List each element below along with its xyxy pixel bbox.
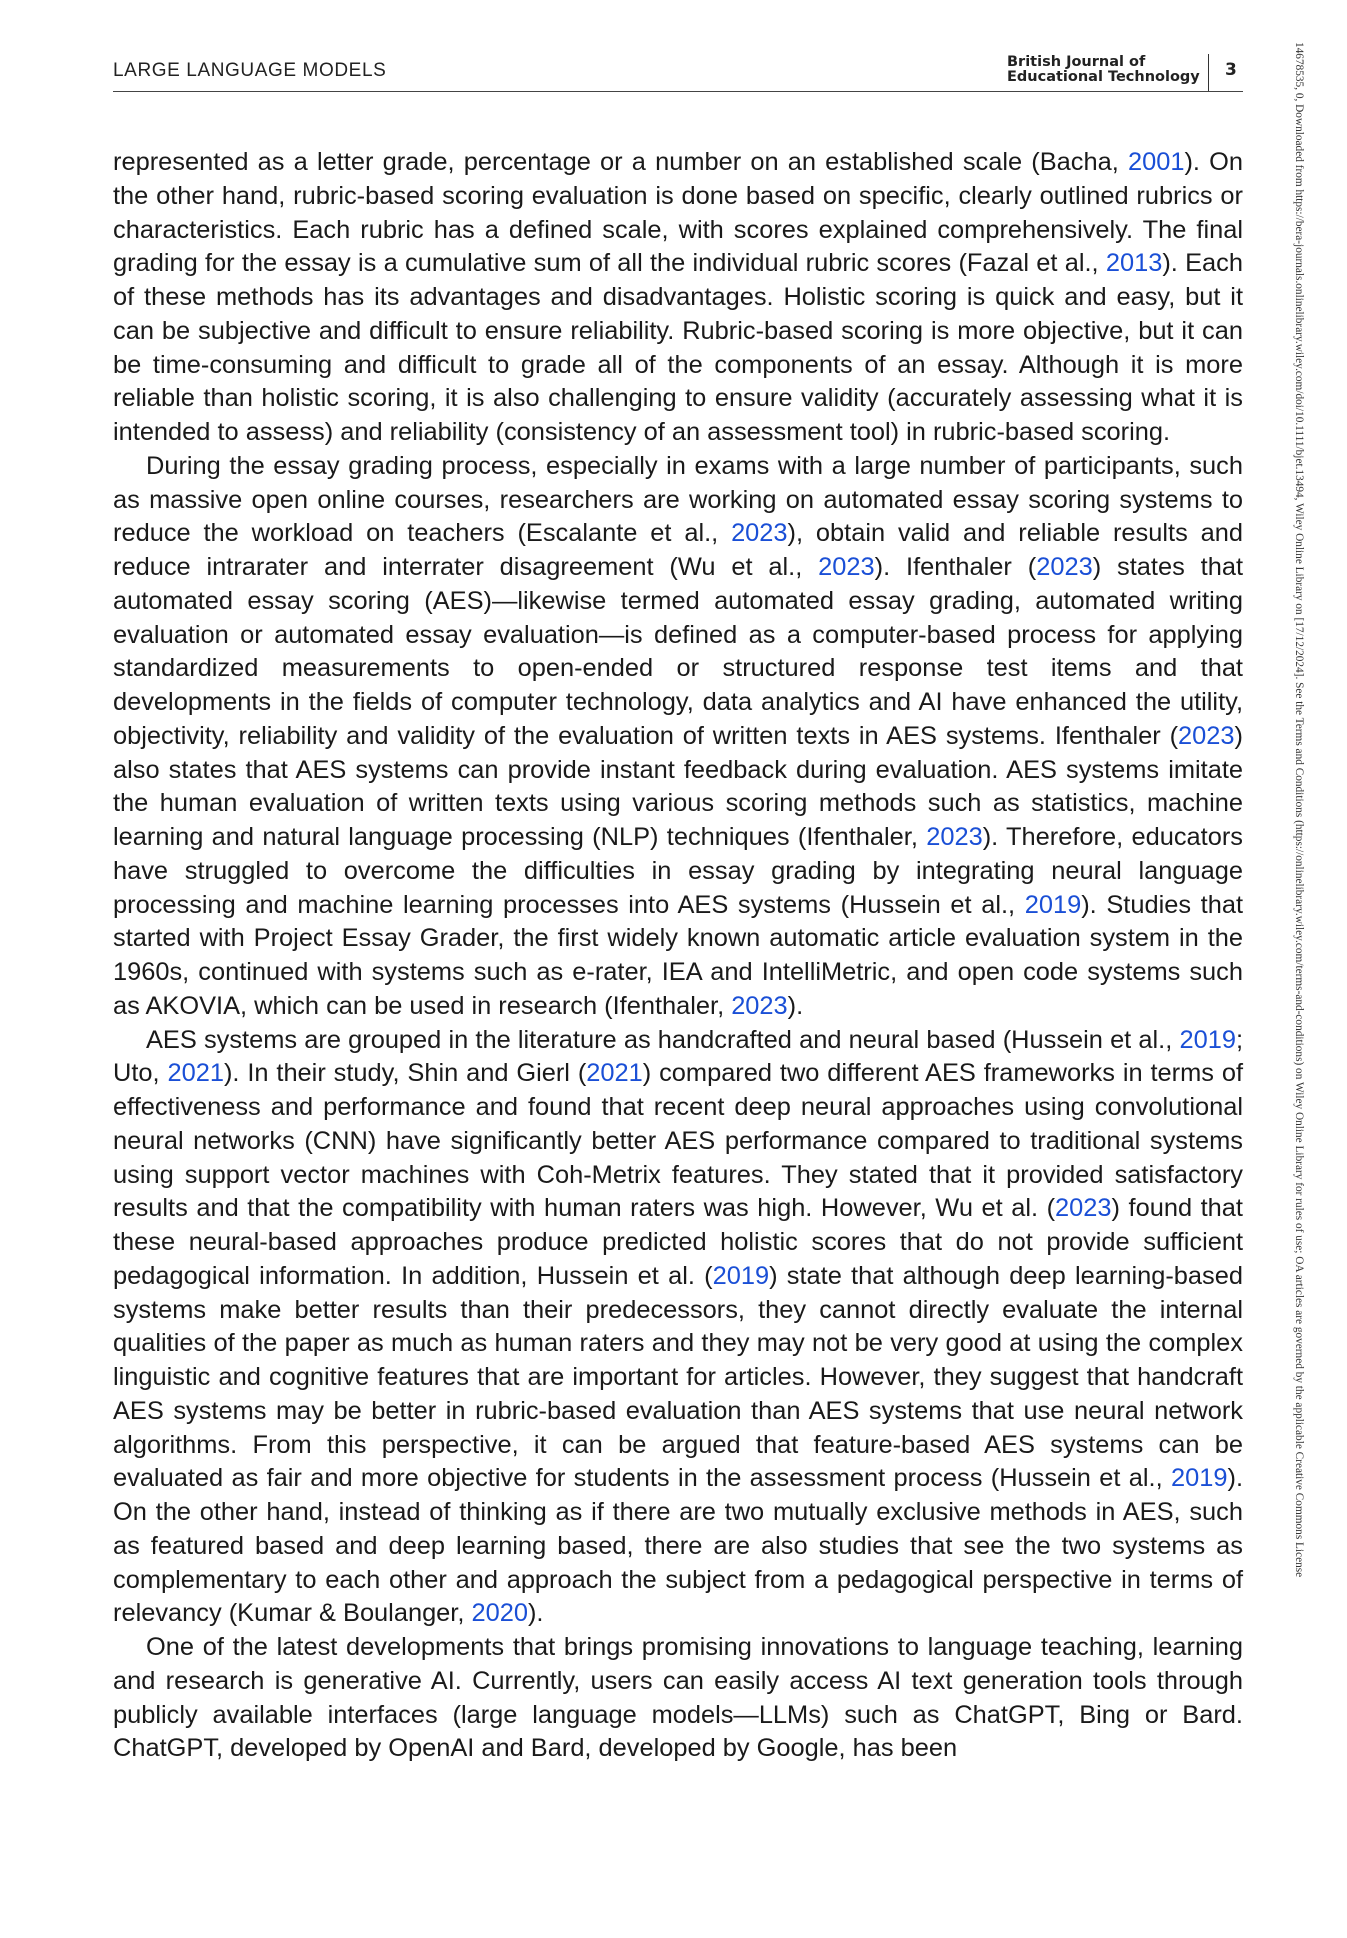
text-run: ) also states that AES systems can provide instant feedback during evaluation. AES systems imitate the human evaluation of written texts using various scoring methods such as statistics, machine learning and natural language processing (NLP) techniques (Ifenthaler, — [113, 721, 1243, 851]
citation-link[interactable]: 2019 — [712, 1261, 770, 1290]
citation-link[interactable]: 2023 — [731, 519, 788, 548]
citation-link[interactable]: 2021 — [586, 1059, 643, 1088]
text-run: ). — [787, 991, 804, 1020]
paragraph — [113, 450, 1243, 1024]
citation-link[interactable]: 2019 — [1179, 1025, 1236, 1054]
text-run: represented as a letter grade, percentage or a number on an established scale (Bacha, — [113, 148, 1128, 176]
citation-link[interactable]: 2023 — [926, 823, 983, 851]
text-run: ), obtain valid and reliable results and reduce intrarater and interrater disagreement (Wu et al., — [113, 519, 1243, 581]
journal-title-line-1: British Journal of — [1007, 54, 1146, 70]
paragraph — [113, 146, 1243, 450]
text-run: ) compared two different AES frameworks in terms of effectiveness and performance and found that recent deep neural approaches using convolutional neural networks (CNN) have significantly better AES performance compared to traditional systems using support vector machines with Coh-Metrix features. They stated that it provided satisfactory results and that the compatibility with human raters was high. However, Wu et al. ( — [113, 1059, 1243, 1223]
text-run: ). On the other hand, instead of thinking as if there are two mutually exclusive methods in AES, such as featured based and deep learning based, there are also studies that see the two systems as complementary to each other and approach the subject from a pedagogical perspective in terms of relevancy (Kumar & Boulanger, — [113, 1464, 1243, 1628]
citation-link[interactable]: 2023 — [818, 553, 875, 581]
citation-link[interactable]: 2023 — [1178, 721, 1235, 750]
journal-title-line-2: Educational Technology — [1007, 69, 1200, 85]
text-run: AES systems are grouped in the literature as handcrafted and neural based (Hussein et al., — [146, 1025, 1180, 1054]
text-run: ). On the other hand, rubric-based scoring evaluation is done based on specific, clearly outlined rubrics or characteristics. Each rubric has a defined scale, with scores explained comprehensively. The final grading for the essay is a cumulative sum of all the individual rubric scores (Fazal et al., — [113, 148, 1243, 278]
text-run: ) states that automated essay scoring (AES)—likewise termed automated essay grading, automated writing evaluation or automated essay evaluation—is defined as a computer-based process for applying standardized measurements to open-ended or structured response test items and that developments in the fields of computer technology, data analytics and AI have enhanced the utility, objectivity, reliability and validity of the evaluation of written texts in AES systems. Ifenthaler ( — [113, 553, 1243, 750]
text-run: ). In their study, Shin and Gierl ( — [223, 1059, 587, 1088]
citation-link[interactable]: 2020 — [471, 1599, 528, 1628]
text-run: ; Uto, — [113, 1025, 1243, 1088]
paragraph — [113, 1631, 1243, 1766]
text-run: ) state that although deep learning-based systems make better results than their predecessors, they cannot directly evaluate the internal qualities of the paper as much as human raters and they may not be very good at using the complex linguistic and cognitive features that are important for articles. However, they suggest that handcraft AES systems may be better in rubric-based evaluation than AES systems that use neural network algorithms. From this perspective, it can be argued that feature-based AES systems can be evaluated as fair and more objective for students in the assessment process (Hussein et al., — [113, 1261, 1243, 1493]
text-run: ). — [527, 1599, 544, 1628]
running-head: LARGE LANGUAGE MODELS — [113, 60, 387, 81]
citation-link[interactable]: 2021 — [167, 1059, 224, 1088]
text-run: ). Therefore, educators have struggled to overcome the difficulties in essay grading by integrating neural language processing and machine learning processes into AES systems (Hussein et al., — [113, 823, 1243, 919]
page-number: 3 — [1225, 60, 1237, 80]
header-separator — [1208, 54, 1209, 91]
citation-link[interactable]: 2001 — [1127, 148, 1185, 176]
text-run: ). Each of these methods has its advantages and disadvantages. Holistic scoring is quick and easy, but it can be subjective and difficult to ensure reliability. Rubric-based scoring is more objective, but it can be time-consuming and difficult to grade all of the components of an essay. Although it is more reliable than holistic scoring, it is also challenging to ensure validity (accurately assessing what it is intended to assess) and reliability (consistency of an assessment tool) in rubric-based scoring. — [113, 249, 1243, 446]
text-run: ) found that these neural-based approaches produce predicted holistic scores that do not provide sufficient pedagogical information. In addition, Hussein et al. ( — [113, 1194, 1243, 1290]
text-run: ). Ifenthaler ( — [874, 553, 1037, 581]
journal-title — [1007, 55, 1200, 85]
paragraph — [113, 1024, 1243, 1632]
citation-link[interactable]: 2019 — [1171, 1464, 1228, 1493]
citation-link[interactable]: 2019 — [1024, 890, 1082, 919]
article-body — [113, 146, 1243, 1766]
download-notice: 14678535, 0, Downloaded from https://bera-journals.onlinelibrary.wiley.com/doi/10.1111/bjet.13494, Wiley Online Library on [17/12/2024]. See the Terms and Conditions (https://onlinelibrary.wiley.com/terms-and-conditions) on Wiley Online Library for rules of use; OA articles are governed by the applicable Creative Commons License — [1293, 42, 1305, 1578]
text-run: One of the latest developments that brings promising innovations to language teaching, learning and research is generative AI. Currently, users can easily access AI text generation tools through publicly available interfaces (large language models—LLMs) such as ChatGPT, Bing or Bard. ChatGPT, developed by OpenAI and Bard, developed by Google, has been — [113, 1633, 1243, 1763]
text-run: During the essay grading process, especially in exams with a large number of participants, such as massive open online courses, researchers are working on automated essay scoring systems to reduce the workload on teachers (Escalante et al., — [113, 451, 1243, 548]
citation-link[interactable]: 2023 — [731, 991, 788, 1020]
citation-link[interactable]: 2023 — [1055, 1194, 1112, 1223]
citation-link[interactable]: 2013 — [1105, 249, 1163, 278]
text-run: ). Studies that started with Project Essay Grader, the first widely known automatic article evaluation system in the 1960s, continued with systems such as e-rater, IEA and IntelliMetric, and open code systems such as AKOVIA, which can be used in research (Ifenthaler, — [113, 890, 1243, 1020]
citation-link[interactable]: 2023 — [1036, 553, 1093, 581]
header-rule — [113, 91, 1243, 92]
